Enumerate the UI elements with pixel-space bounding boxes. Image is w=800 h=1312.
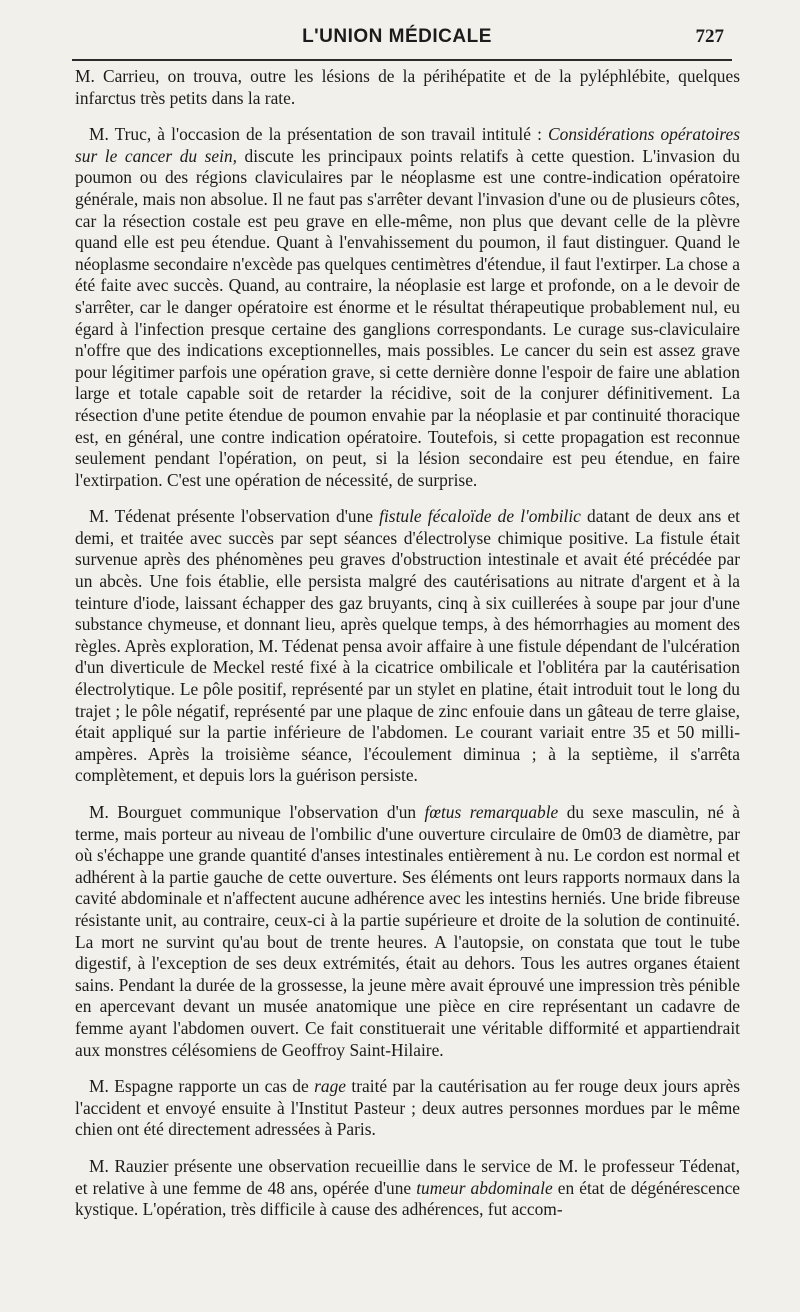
paragraph-text: M. Truc, à l'occasion de la présentation de son travail intitulé : [89, 124, 549, 145]
paragraph-text: discute les principaux points relatifs à cette question. L'invasion du poumon ou des régions claviculaires par le néoplasme est une contre-indication opératoire générale, mais non absolue. Il ne faut pas s'arrêter devant l'invasion d'une ou de plusieurs côtes, car la résection costale est peu grave en elle-même, non plus que devant celle de la plèvre quand elle est peu étendue. Quant à l'envahissement du poumon, il faut distinguer. Quand le néoplasme secondaire n'excède pas quelques centimètres d'étendue, il faut l'extirper. La chose a été faite avec succès. Quand, au contraire, la néoplasie est large et profonde, on a le devoir de s'arrêter, car le danger opératoire est énorme et le résultat thérapeutique probablement nul, eu égard à l'infection presque certaine des ganglions correspondants. Le curage sus-claviculaire n'offre que des indications exceptionnelles, mais possibles. Le cancer du sein est assez grave pour légitimer parfois une opération grave, si cette dernière donne l'espoir de faire une ablation large et totale capable soit de retarder la récidive, soit de la conjurer définitivement. La résection d'une petite étendue de poumon envahie par la néoplasie et par continuité thoracique est, en général, une contre indication opératoire. Toutefois, si cette propagation est reconnue seulement pendant l'opération, on peut, si la lésion secondaire est peu étendue, en faire l'extirpation. C'est une opération de nécessité, de surprise. [75, 145, 740, 490]
paragraph-carrieu [75, 66, 740, 109]
paragraph-bourguet [75, 802, 740, 1061]
paragraph-text: du sexe masculin, né à terme, mais porteur au niveau de l'ombilic d'une ouverture circulaire de 0m03 de diamètre, par où s'échappe une grande quantité d'anses intestinales entièrement à nu. Le cordon est normal et adhérent à la partie gauche de cette ouverture. Ses éléments ont leurs rapports normaux dans la cavité abdominale et n'affectent aucune adhérence avec les intestins herniés. Une bride fibreuse résistante unit, au contraire, ceux-ci à la partie supérieure et droite de la solution de continuité. La mort ne survint qu'au bout de trente heures. A l'autopsie, on constata que tout le tube digestif, à l'exception de ses deux extrémités, était au dehors. Tous les autres organes étaient sains. Pendant la durée de la grossesse, la jeune mère avait éprouvé une impression très pénible en apercevant devant un musée anatomique une pièce en cire représentant un cadavre de femme ayant l'abdomen ouvert. Ce fait constituerait une véritable difformité et appartiendrait aux monstres célésomiens de Geoffroy Saint-Hilaire. [75, 802, 741, 1060]
paragraph-text: M. Carrieu, on trouva, outre les lésions de la périhépatite et de la pyléphlébite, quelques infarctus très petits dans la rate. [75, 66, 740, 108]
page-number: 727 [695, 26, 724, 47]
paragraph-text: M. Tédenat présente l'observation d'une [89, 506, 380, 527]
paragraph-text: en état de dégénérescence kystique. L'opération, très difficile à cause des adhérences, fut accom- [75, 1177, 741, 1220]
paragraph-italic: fistule fécaloïde de l'ombilic [379, 506, 581, 527]
paragraph-espagne [75, 1076, 740, 1141]
paragraph-italic: tumeur abdominale [416, 1177, 553, 1198]
paragraph-text: M. Rauzier présente une observation recueillie dans le service de M. le professeur Tédenat, et relative à une femme de 48 ans, opérée d'une [75, 1155, 740, 1198]
paragraph-italic: rage [314, 1076, 347, 1097]
paragraph-italic: fœtus remarquable [424, 802, 559, 822]
paragraph-rauzier [75, 1156, 740, 1221]
header-rule [72, 59, 732, 61]
paragraph-text: traité par la cautérisation au fer rouge deux jours après l'accident et envoyé ensuite à l'Institut Pasteur ; deux autres personnes mordues par le même chien ont été directement adressées à Paris. [75, 1076, 740, 1140]
paragraph-italic: Considérations opératoires sur le cancer du sein, [75, 124, 740, 166]
article-body [75, 66, 740, 1236]
paragraph-text: datant de deux ans et demi, et traitée avec succès par sept séances d'électrolyse chimique positive. La fistule était survenue après des phénomènes peu graves d'obstruction intestinale et avait été précédée par un abcès. Une fois établie, elle persista malgré des cautérisations au nitrate d'argent et à la teinture d'iode, laissant échapper des gaz bruyants, cinq à six cuillerées à soupe par jour d'une substance chymeuse, et donnant lieu, après quelque temps, à des hémorrhagies au moment des règles. Après exploration, M. Tédenat pensa avoir affaire à une fistule dépendant de l'ulcération d'un diverticule de Meckel resté fixé à la cicatrice ombilicale et l'oblitéra par la cautérisation électrolytique. Le pôle positif, représenté par un stylet en platine, était introduit tout le long du trajet ; le pôle négatif, représenté par une plaque de zinc enfouie dans un gâteau de terre glaise, était appliqué sur la partie inférieure de l'abdomen. Le courant variait entre 35 et 50 milli-ampères. Après la troisième séance, l'écoulement diminua ; à la septième, il s'arrêta complètement, et depuis lors la guérison persiste. [75, 506, 740, 786]
journal-title: L'UNION MÉDICALE [302, 26, 492, 47]
paragraph-tedenat [75, 506, 740, 787]
page-header [72, 26, 722, 54]
paragraph-text: M. Bourguet communique l'observation d'un [89, 802, 425, 822]
paragraph-text: M. Espagne rapporte un cas de [89, 1076, 315, 1097]
paragraph-truc [75, 124, 740, 491]
